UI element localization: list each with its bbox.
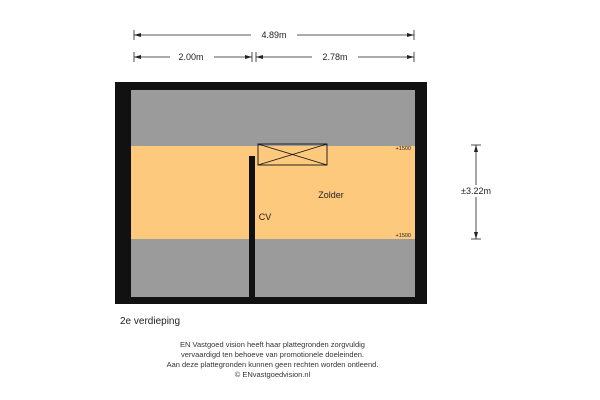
dimension-right-width (256, 51, 414, 62)
height-marker-bottom: +1500 (395, 233, 411, 239)
dimension-right-width-label: 2.78m (322, 52, 348, 62)
low-ceiling-zone-top (131, 90, 415, 146)
dimension-total-width (134, 29, 414, 40)
interior-wall (249, 156, 255, 297)
disclaimer-line-3: Aan deze plattegronden kunnen geen rechten worden ontleend. (166, 360, 379, 369)
disclaimer-line-1: EN Vastgoed vision heeft haar plattegronden zorgvuldig (180, 340, 365, 349)
low-ceiling-zone-bottom (131, 239, 415, 297)
disclaimer-line-2: vervaardigd ten behoeve van promotionele doeleinden. (180, 350, 365, 359)
floor-label: 2e verdieping (120, 316, 181, 327)
floor-area (131, 146, 415, 239)
dimension-total-width-label: 4.89m (261, 30, 287, 40)
disclaimer-line-4: © ENvastgoedvision.nl (234, 370, 311, 379)
dimension-left-width (134, 51, 252, 62)
room-label-cv: CV (258, 212, 272, 222)
dimension-height-label: ±3.22m (461, 186, 491, 196)
room-label-zolder: Zolder (318, 190, 344, 200)
dimension-height (453, 145, 499, 239)
disclaimer (0, 340, 545, 380)
dimension-left-width-label: 2.00m (178, 52, 204, 62)
height-marker-top: +1500 (395, 146, 411, 152)
